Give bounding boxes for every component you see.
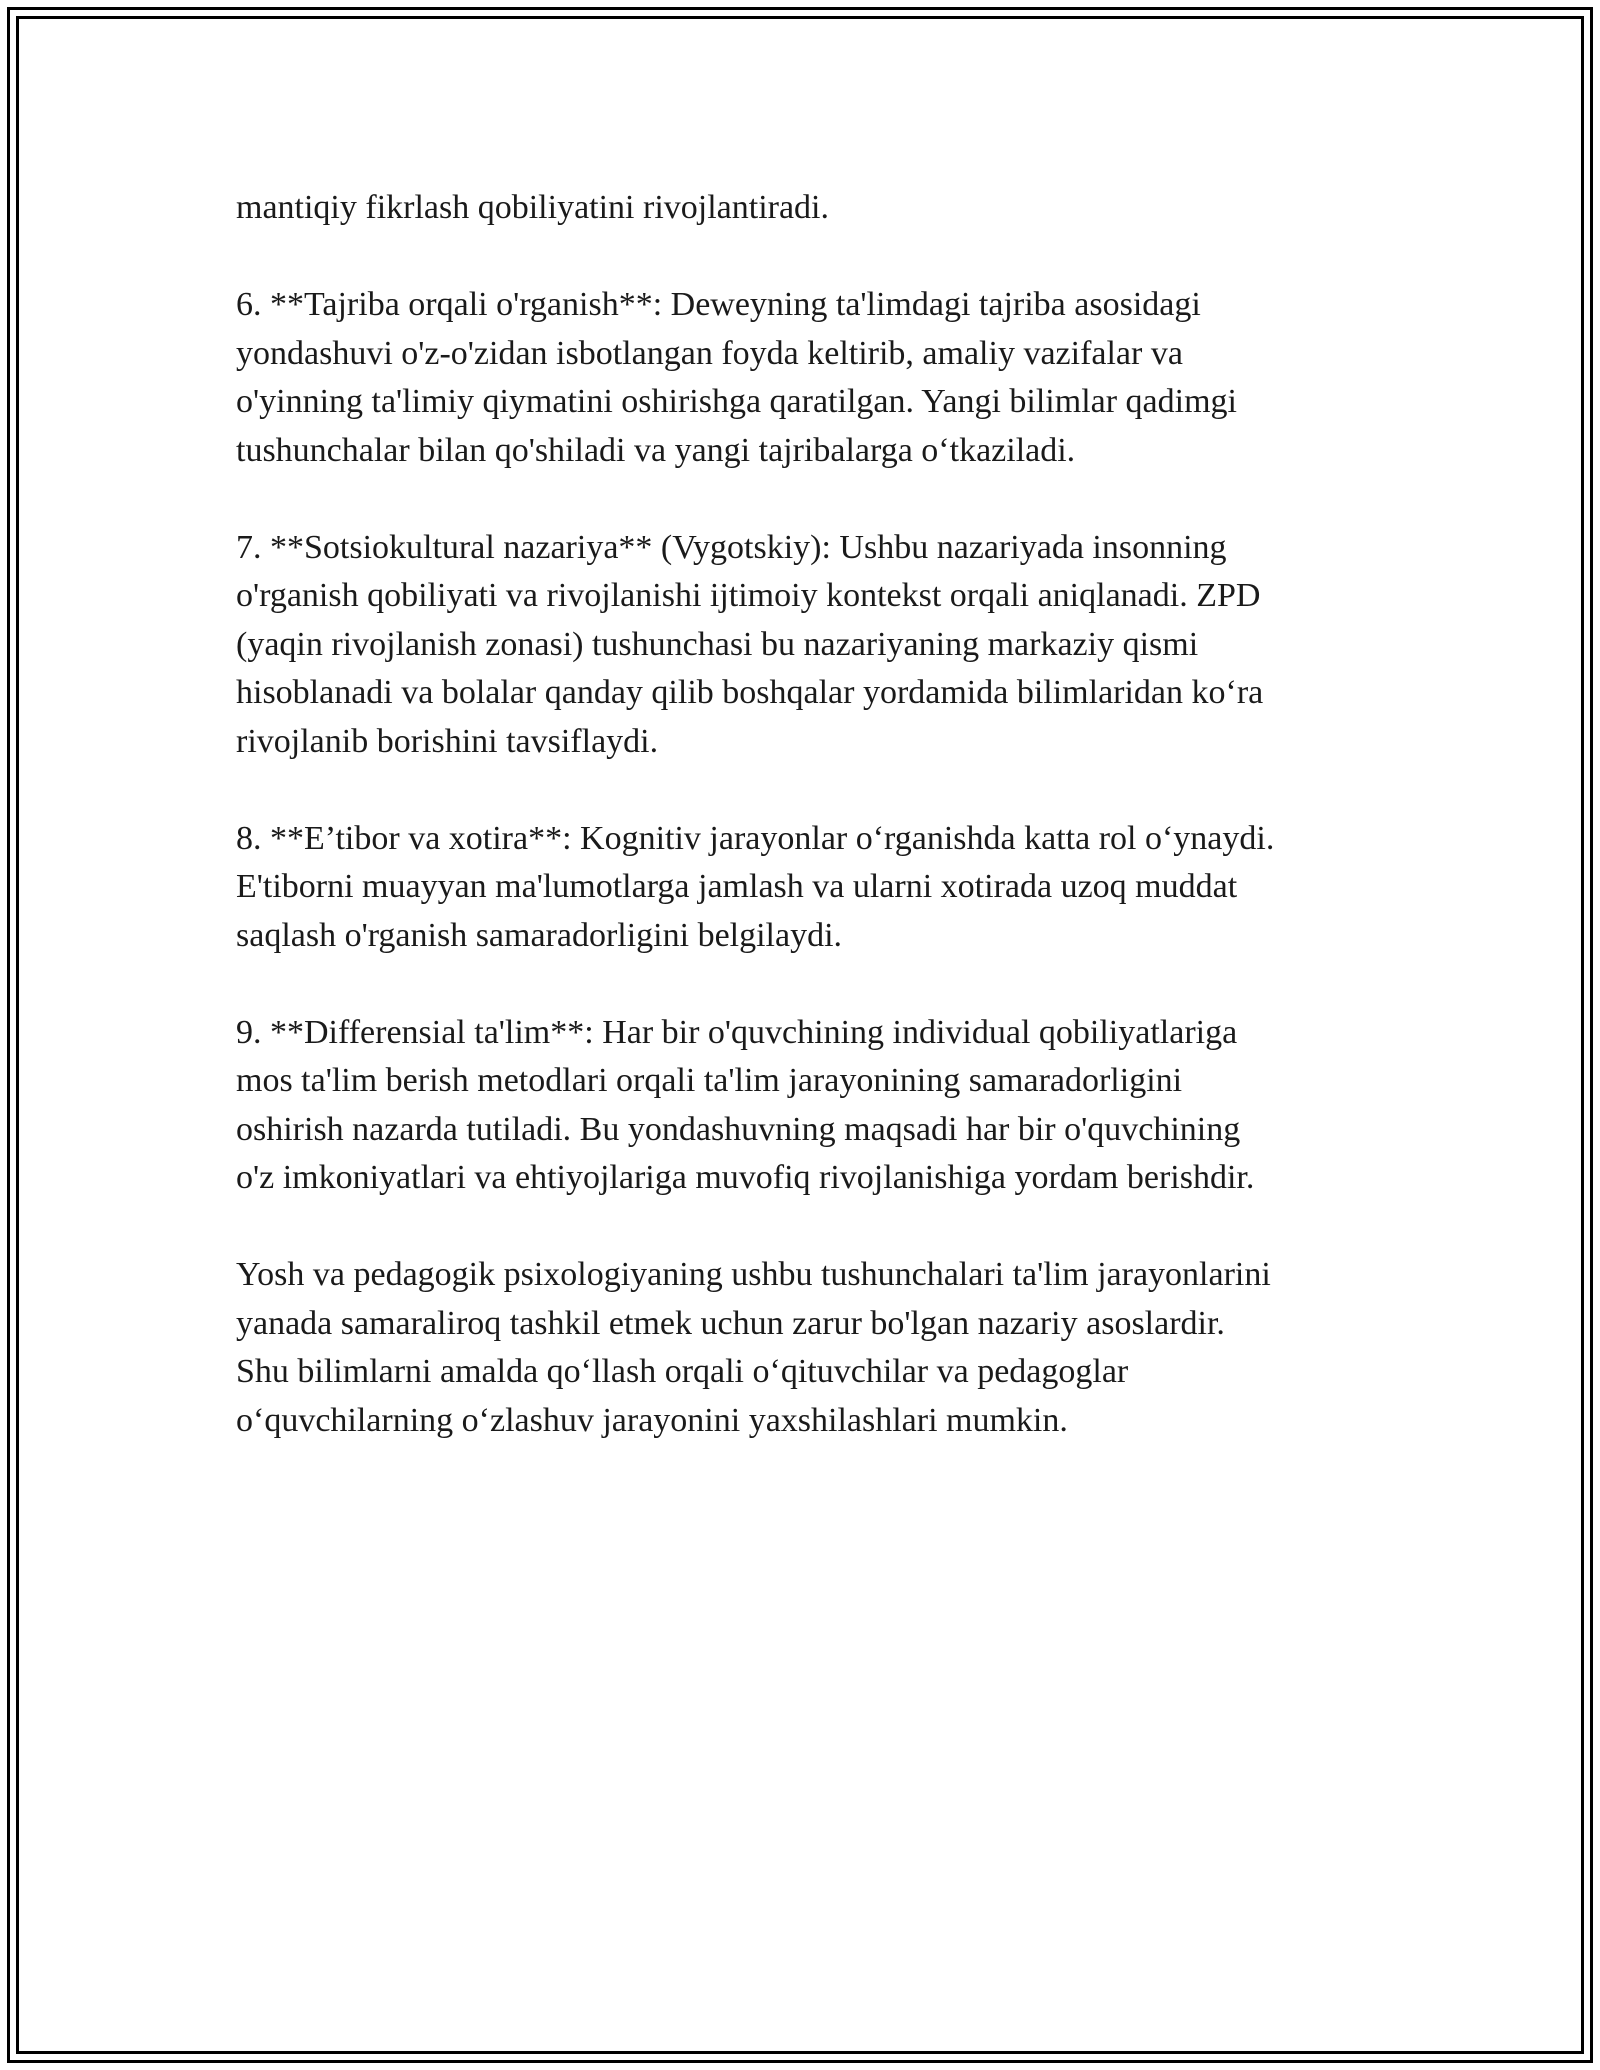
- paragraph-item-7: [236, 524, 1416, 767]
- text-line: o'rganish qobiliyati va rivojlanishi ijtimoiy kontekst orqali aniqlanadi. ZPD: [236, 577, 1261, 614]
- document-body: [236, 184, 1416, 1494]
- text-line: 9. **Differensial ta'lim**: Har bir o'quvchining individual qobiliyatlariga: [236, 1013, 1238, 1051]
- text-line: o'yinning ta'limiy qiymatini oshirishga qaratilgan. Yangi bilimlar qadimgi: [236, 383, 1237, 420]
- text-line: yanada samaraliroq tashkil etmek uchun zarur bo'lgan nazariy asoslardir.: [236, 1304, 1225, 1342]
- paragraph-continuation: [236, 184, 1416, 233]
- text-line: rivojlanib borishini tavsiflaydi.: [236, 722, 659, 760]
- text-line: mos ta'lim berish metodlari orqali ta'lim jarayonining samaradorligini: [236, 1062, 1183, 1099]
- text-line: tushunchalar bilan qo'shiladi va yangi tajribalarga o‘tkaziladi.: [236, 431, 1076, 469]
- text-line: oshirish nazarda tutiladi. Bu yondashuvning maqsadi har bir o'quvchining: [236, 1110, 1241, 1148]
- text-line: hisoblanadi va bolalar qanday qilib boshqalar yordamida bilimlaridan ko‘ra: [236, 674, 1264, 711]
- text-line: E'tiborni muayyan ma'lumotlarga jamlash va ularni xotirada uzoq muddat: [236, 868, 1238, 905]
- text-line: 7. **Sotsiokultural nazariya** (Vygotskiy): Ushbu nazariyada insonning: [236, 528, 1227, 566]
- paragraph-item-8: [236, 815, 1416, 961]
- text-line: mantiqiy fikrlash qobiliyatini rivojlantiradi.: [236, 189, 830, 226]
- paragraph-item-6: [236, 281, 1416, 475]
- text-line: o‘quvchilarning o‘zlashuv jarayonini yaxshilashlari mumkin.: [236, 1401, 1068, 1439]
- text-line: o'z imkoniyatlari va ehtiyojlariga muvofiq rivojlanishiga yordam berishdir.: [236, 1159, 1255, 1196]
- text-line: Yosh va pedagogik psixologiyaning ushbu tushunchalari ta'lim jarayonlarini: [236, 1256, 1271, 1293]
- text-line: (yaqin rivojlanish zonasi) tushunchasi bu nazariyaning markaziy qismi: [236, 625, 1199, 663]
- text-line: 8. **E’tibor va xotira**: Kognitiv jarayonlar o‘rganishda katta rol o‘ynaydi.: [236, 819, 1275, 857]
- text-line: yondashuvi o'z-o'zidan isbotlangan foyda keltirib, amaliy vazifalar va: [236, 334, 1183, 372]
- paragraph-item-9: [236, 1009, 1416, 1203]
- text-line: Shu bilimlarni amalda qo‘llash orqali o‘qituvchilar va pedagoglar: [236, 1353, 1129, 1390]
- text-line: 6. **Tajriba orqali o'rganish**: Deweyning ta'limdagi tajriba asosidagi: [236, 286, 1201, 323]
- text-line: saqlash o'rganish samaradorligini belgilaydi.: [236, 916, 843, 954]
- paragraph-conclusion: [236, 1251, 1416, 1445]
